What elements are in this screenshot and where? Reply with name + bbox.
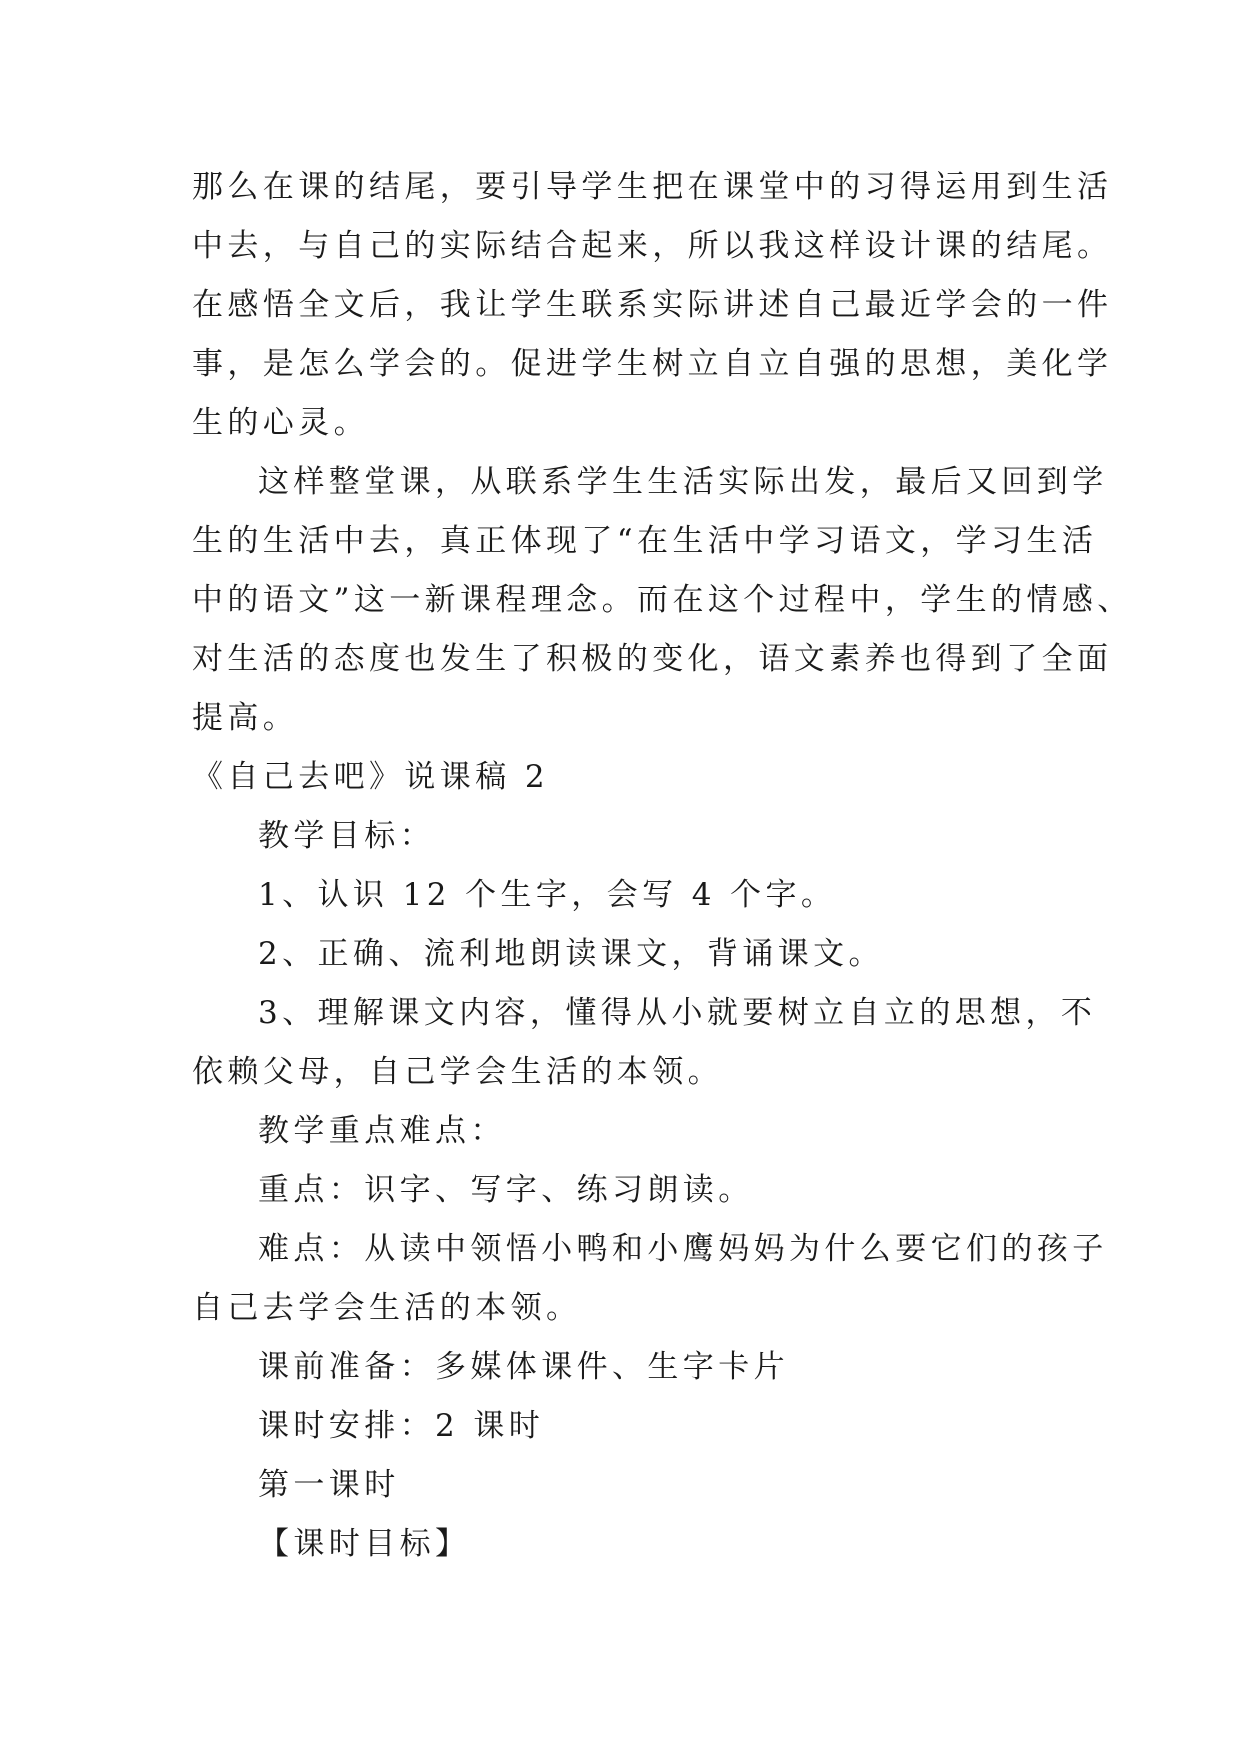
lesson-goals-heading: 【课时目标】 [258, 1526, 471, 1562]
paragraph-line: 这样整堂课，从联系学生生活实际出发，最后又回到学 [258, 464, 1108, 500]
paragraph-line: 生的生活中去，真正体现了“在生活中学习语文，学习生活 [192, 523, 1098, 559]
section-title: 《自己去吧》说课稿 2 [192, 759, 549, 795]
paragraph-line: 在感悟全文后，我让学生联系实际讲述自己最近学会的一件 [192, 287, 1113, 323]
paragraph-line: 中的语文”这一新课程理念。而在这个过程中，学生的情感、 [192, 582, 1133, 618]
paragraph-line: 生的心灵。 [192, 405, 369, 441]
paragraph-line: 对生活的态度也发生了积极的变化，语文素养也得到了全面 [192, 641, 1113, 677]
paragraph-line: 自己去学会生活的本领。 [192, 1290, 582, 1326]
schedule: 课时安排：2 课时 [258, 1408, 545, 1444]
goal-item-1: 1、认识 12 个生字，会写 4 个字。 [258, 877, 837, 913]
paragraph-line: 那么在课的结尾，要引导学生把在课堂中的习得运用到生活 [192, 169, 1113, 205]
goal-item-2: 2、正确、流利地朗读课文，背诵课文。 [258, 936, 884, 972]
paragraph-line: 中去，与自己的实际结合起来，所以我这样设计课的结尾。 [192, 228, 1113, 264]
paragraph-line: 提高。 [192, 700, 299, 736]
heading-teaching-goals: 教学目标： [258, 818, 435, 854]
goal-item-3: 3、理解课文内容，懂得从小就要树立自立的思想，不 [258, 995, 1097, 1031]
lesson-heading: 第一课时 [258, 1467, 400, 1503]
preparation: 课前准备：多媒体课件、生字卡片 [258, 1349, 789, 1385]
heading-key-points: 教学重点难点： [258, 1113, 506, 1149]
key-point: 重点：识字、写字、练习朗读。 [258, 1172, 754, 1208]
paragraph-line: 依赖父母，自己学会生活的本领。 [192, 1054, 723, 1090]
difficult-point: 难点：从读中领悟小鸭和小鹰妈妈为什么要它们的孩子 [258, 1231, 1108, 1267]
document-body [192, 158, 1133, 1574]
paragraph-line: 事，是怎么学会的。促进学生树立自立自强的思想，美化学 [192, 346, 1113, 382]
